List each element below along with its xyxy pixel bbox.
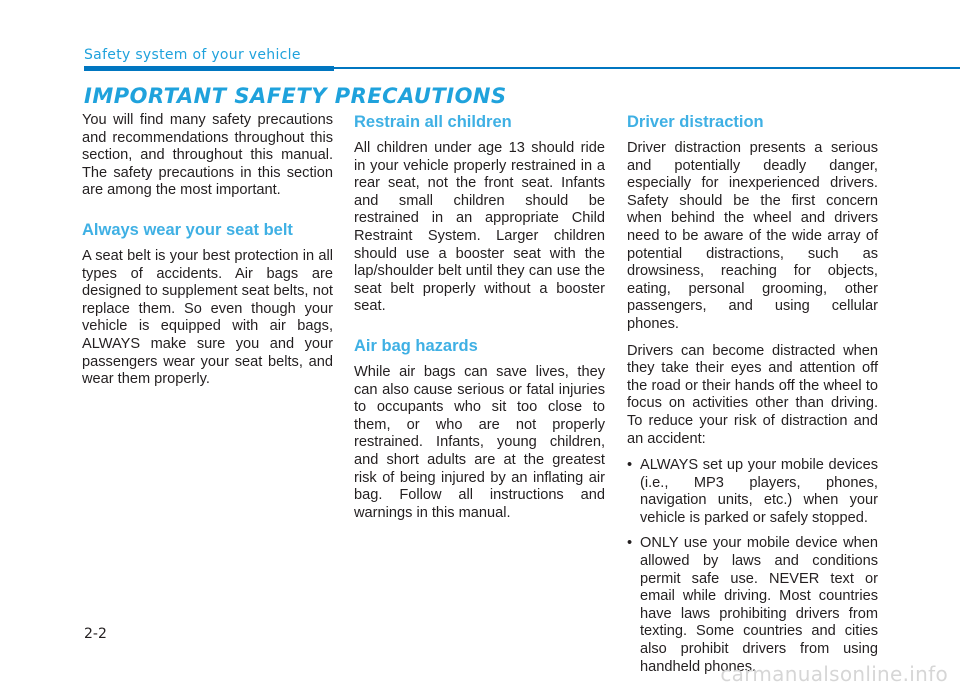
watermark-link[interactable]: carmanualsonline.info — [720, 662, 948, 686]
distraction-paragraph-2: Drivers can become distracted when they take their eyes and attention off the road or their hands off the wheel to focus on activities other than driving. To reduce your risk of distraction and an accident: — [627, 342, 878, 447]
header-rule — [334, 67, 960, 69]
page-title: IMPORTANT SAFETY PRECAUTIONS — [84, 84, 507, 108]
distraction-paragraph-1: Driver distraction presents a serious and potentially deadly danger, especially for inexperienced drivers. Safety should be the first concern when behind the wheel and drivers need to be aware of the wide array of potential distractions, such as drowsiness, reaching for objects, eating, personal grooming, other passengers, and using cellular phones. — [627, 140, 878, 332]
distraction-bullet-list — [627, 457, 878, 676]
distraction-heading: Driver distraction — [627, 113, 764, 131]
column-right — [627, 112, 878, 684]
column-left — [82, 112, 333, 398]
list-item — [627, 535, 878, 676]
page-number: 2-2 — [84, 626, 107, 642]
seatbelt-paragraph: A seat belt is your best protection in all types of accidents. Air bags are designed to supplement seat belts, not replace them. So even though your vehicle is equipped with air bags, ALWAYS make sure you and your passengers wear your seat belts, and wear them properly. — [82, 247, 333, 388]
intro-paragraph: You will find many safety precautions and recommendations throughout this section, and throughout this manual. The safety precautions in this section are among the most important. — [82, 112, 333, 199]
list-item — [627, 457, 878, 527]
bullet-icon: • — [627, 535, 633, 552]
airbag-paragraph: While air bags can save lives, they can also cause serious or fatal injuries to occupants who sit too close to them, or who are not properly restrained. Infants, young children, and short adults are at the greatest risk of being injured by an inflating air bag. Follow all instructions and warnings in this manual. — [354, 363, 605, 521]
header-accent-bar — [84, 66, 334, 71]
children-paragraph: All children under age 13 should ride in your vehicle properly restrained in a rear seat, not the front seat. Infants and small children should be restrained in an appropriate Child Restraint System. Larger children should use a booster seat with the lap/shoulder belt until they can use the seat belt properly without a booster seat. — [354, 140, 605, 315]
bullet-icon: • — [627, 457, 633, 474]
column-middle — [354, 112, 605, 531]
section-label: Safety system of your vehicle — [84, 47, 301, 63]
bullet-text: ALWAYS set up your mobile devices (i.e., MP3 players, phones, navigation units, etc.) when your vehicle is parked or safely stopped. — [640, 457, 878, 526]
airbag-heading: Air bag hazards — [354, 336, 478, 355]
bullet-text: ONLY use your mobile device when allowed by laws and conditions permit safe use. NEVER text or email while driving. Most countries have laws prohibiting drivers from texting. Some countries and cities also prohibit drivers from using handheld phones. — [640, 535, 878, 675]
children-heading: Restrain all children — [354, 113, 512, 131]
seatbelt-heading: Always wear your seat belt — [82, 220, 293, 239]
